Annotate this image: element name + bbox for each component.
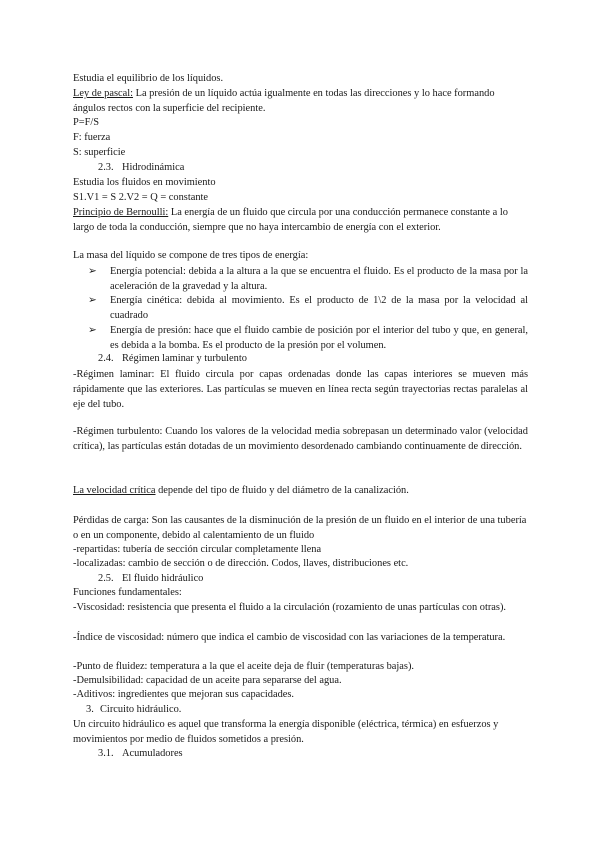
fluidos-line: Estudia los fluidos en movimiento — [73, 177, 216, 188]
localizadas-line: -localizadas: cambio de sección o de dirección. Codos, llaves, distribuciones etc. — [73, 558, 409, 569]
continuity-equation: S1.V1 = S 2.V2 = Q = constante — [73, 192, 209, 203]
pascal-paragraph — [73, 86, 528, 116]
section-number: 3.1. — [98, 748, 114, 759]
section-3-1-heading — [98, 747, 183, 761]
velocidad-critica-heading: La velocidad crítica — [73, 485, 156, 496]
funciones-line: Funciones fundamentales: — [73, 587, 182, 598]
demulsibilidad-line: -Demulsibilidad: capacidad de un aceite para separarse del agua. — [73, 675, 342, 686]
fuerza-def: F: fuerza — [73, 132, 111, 143]
section-title: El fluido hidráulico — [122, 573, 204, 584]
indice-paragraph: -Índice de viscosidad: número que indica el cambio de viscosidad con las variaciones de la temperatura. — [73, 632, 506, 643]
masa-intro: La masa del líquido se compone de tres tipos de energía: — [73, 250, 309, 261]
arrowhead-bullet-icon: ➢ — [88, 266, 97, 277]
circuito-paragraph: Un circuito hidráulico es aquel que transforma la energía disponible (eléctrica, térmica) en esfuerzos y movimientos por medio de fluidos sometidos a presión. — [73, 719, 499, 745]
arrowhead-bullet-icon: ➢ — [88, 325, 97, 336]
pascal-heading: Ley de pascal: — [73, 88, 134, 99]
bullet-energia-cinetica: ➢ Energía cinética: debida al movimiento. Es el producto de 1\2 de la masa por la velocidad al cuadrado — [88, 295, 528, 321]
section-number: 2.5. — [98, 573, 114, 584]
viscosidad-paragraph: -Viscosidad: resistencia que presenta el fluido a la circulación (rozamiento de unas partículas con otras). — [73, 602, 507, 613]
section-number: 2.4. — [98, 353, 114, 364]
section-title: Circuito hidráulico. — [100, 704, 182, 715]
section-number: 2.3. — [98, 162, 114, 173]
pascal-text: La presión de un líquido actúa igualmente en todas las direcciones y lo hace formando ángulos rectos con la superficie del recipiente. — [73, 88, 495, 114]
bullet-energia-potencial: ➢ Energía potencial: debida a la altura a la que se encuentra el fluido. Es el producto de la masa por la aceleración de la gravedad y la altura. — [88, 266, 528, 292]
velocidad-critica-line: La velocidad crítica depende del tipo de fluido y del diámetro de la canalización. — [73, 485, 409, 496]
bernoulli-paragraph — [73, 205, 529, 235]
section-2-5-heading — [98, 572, 203, 586]
formula-pfs: P=F/S — [73, 117, 100, 128]
arrowhead-bullet-icon: ➢ — [88, 295, 97, 306]
bernoulli-text: La energía de un fluido que circula por una conducción permanece constante a lo largo de toda la conducción, siempre que no haya intercambio de energía con el exterior. — [73, 207, 508, 233]
intro-line: Estudia el equilibrio de los líquidos. — [73, 73, 224, 84]
bullet-energia-presion: ➢ Energía de presión: hace que el fluido cambie de posición por el interior del tubo y que, en general, es debida a la bomba. Es el producto de la presión por el volumen. — [88, 325, 528, 351]
section-title: Hidrodinámica — [122, 162, 185, 173]
perdidas-paragraph: Pérdidas de carga: Son las causantes de la disminución de la presión de un fluido en el interior de una tubería o en un componente, debido al calentamiento de un fluido — [73, 515, 527, 541]
section-3-heading — [86, 703, 181, 717]
laminar-paragraph: -Régimen laminar: El fluido circula por capas ordenadas donde las capas interiores se mueven más rápidamente que las exteriores. Las partículas se mueven en línea recta según trayectorias rectas paralelas al eje del tubo. — [73, 369, 528, 410]
section-2-4-heading — [98, 352, 247, 366]
section-number: 3. — [86, 704, 94, 715]
superficie-def: S: superficie — [73, 147, 126, 158]
fluidez-line: -Punto de fluidez: temperatura a la que el aceite deja de fluir (temperaturas bajas). — [73, 661, 414, 672]
section-title: Acumuladores — [122, 748, 183, 759]
bernoulli-heading: Principio de Bernoulli: — [73, 207, 169, 218]
section-2-3-heading — [98, 161, 184, 175]
aditivos-line: -Aditivos: ingredientes que mejoran sus capacidades. — [73, 689, 295, 700]
turbulento-paragraph: -Régimen turbulento: Cuando los valores de la velocidad media sobrepasan un determinado valor (velocidad crítica), las partículas están dotadas de un movimiento desordenado cambiando continuamente de dirección. — [73, 426, 528, 452]
repartidas-line: -repartidas: tubería de sección circular completamente llena — [73, 544, 322, 555]
section-title: Régimen laminar y turbulento — [122, 353, 247, 364]
